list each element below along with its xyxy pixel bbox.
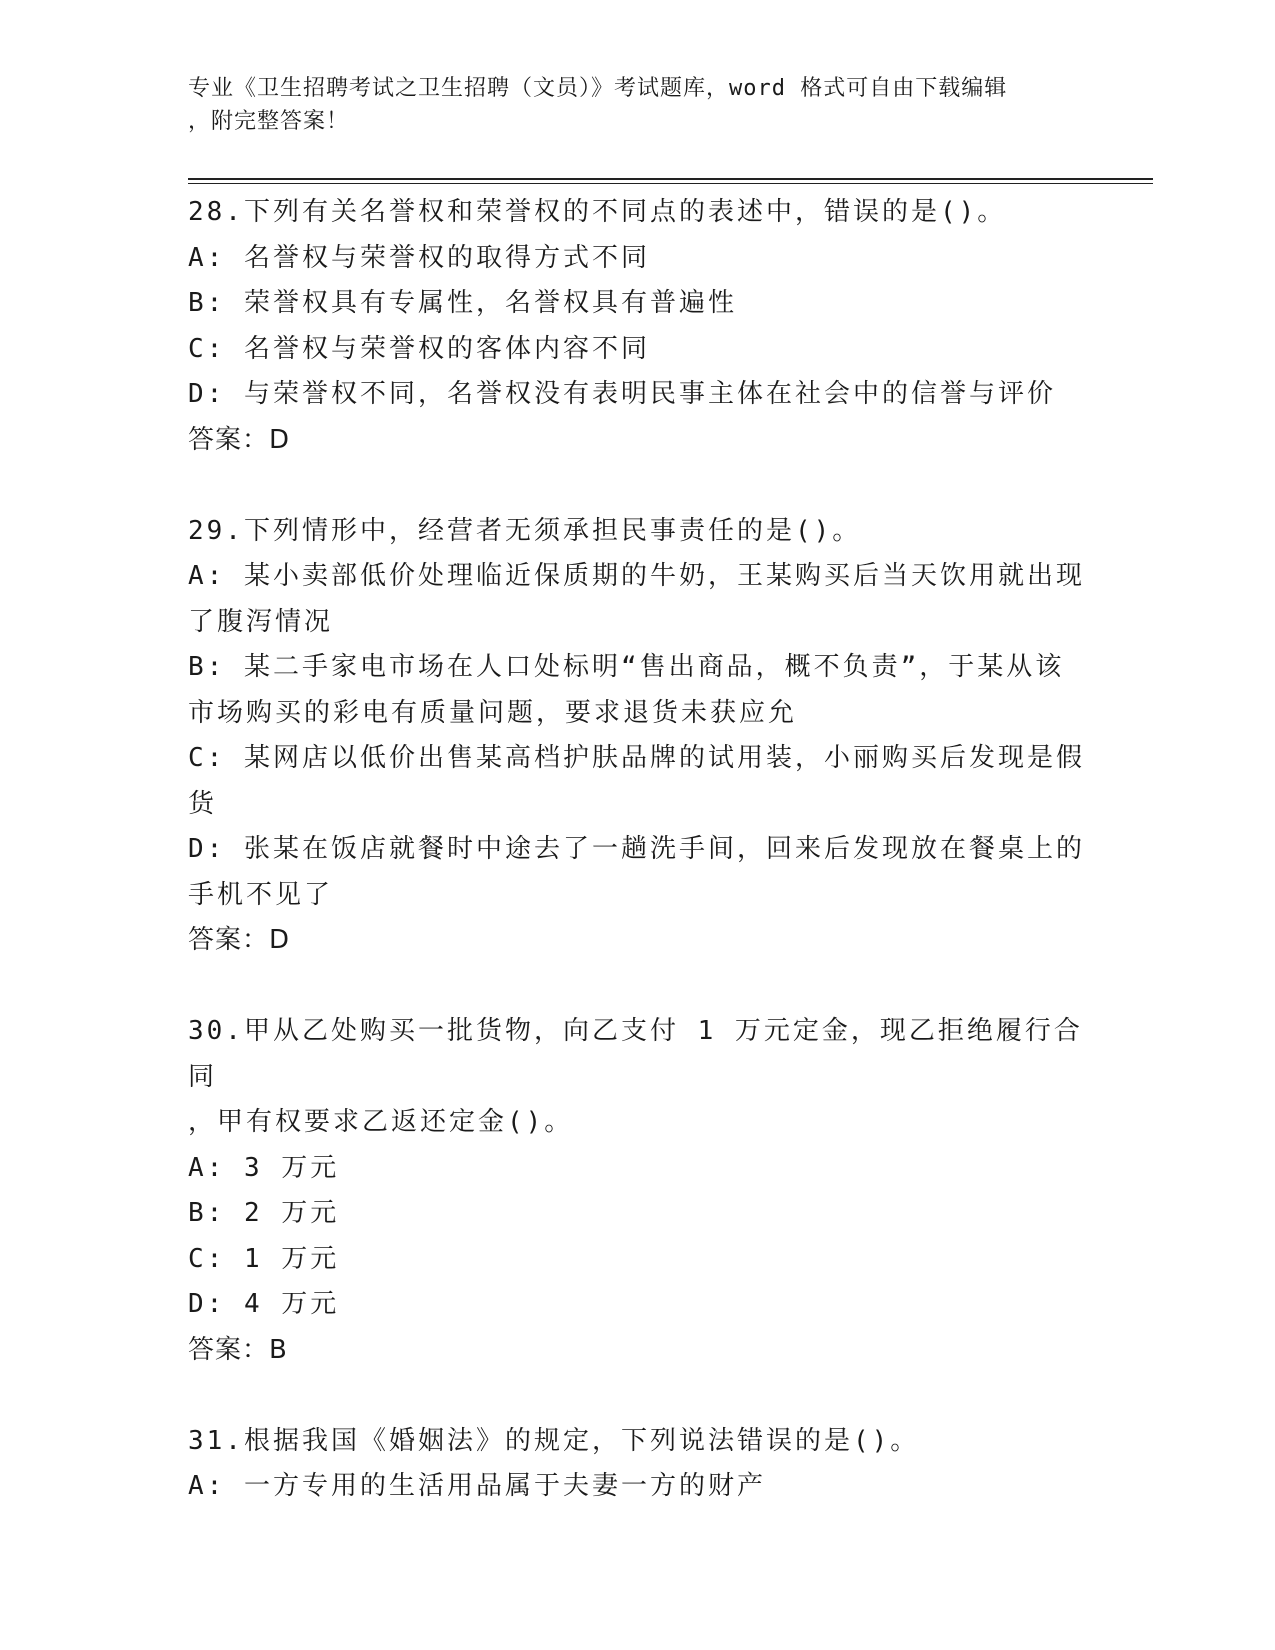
question-option <box>188 1282 1088 1328</box>
option-line: 了腹泻情况 <box>188 606 334 637</box>
option-line: D: 4 万元 <box>188 1289 340 1319</box>
option-line: C: 名誉权与荣誉权的客体内容不同 <box>188 333 650 364</box>
question-stem: ，甲有权要求乙返还定金()。 <box>188 1107 574 1137</box>
question-option <box>188 1237 1088 1283</box>
document-header <box>188 72 1088 138</box>
answer-line: 答案：D <box>188 424 291 455</box>
question-option <box>188 827 1088 918</box>
option-line: C: 1 万元 <box>188 1243 340 1274</box>
header-divider-thin <box>188 183 1153 184</box>
option-line: B: 荣誉权具有专属性，名誉权具有普遍性 <box>188 288 737 318</box>
question-option <box>188 236 1088 282</box>
answer-line: 答案：B <box>188 1334 288 1365</box>
option-line: A: 名誉权与荣誉权的取得方式不同 <box>188 242 650 273</box>
question-option <box>188 554 1088 645</box>
option-line: A: 3 万元 <box>188 1152 340 1183</box>
question-list <box>188 190 1088 1555</box>
question-stem: 28.下列有关名誉权和荣誉权的不同点的表述中，错误的是()。 <box>188 197 1007 227</box>
option-line: A: 一方专用的生活用品属于夫妻一方的财产 <box>188 1471 766 1501</box>
question-option <box>188 1464 1088 1510</box>
option-line: D: 与荣誉权不同，名誉权没有表明民事主体在社会中的信誉与评价 <box>188 379 1056 409</box>
option-line: 货 <box>188 788 218 819</box>
option-line: 市场购买的彩电有质量问题，要求退货未获应允 <box>188 697 798 728</box>
option-line: 手机不见了 <box>188 879 334 910</box>
question-block <box>188 190 1088 463</box>
question-option <box>188 281 1088 327</box>
option-line: C: 某网店以低价出售某高档护肤品牌的试用装，小丽购买后发现是假 <box>188 743 1085 773</box>
header-line: 专业《卫生招聘考试之卫生招聘（文员）》考试题库，word 格式可自由下载编辑 <box>188 76 1008 101</box>
header-divider-thick <box>188 178 1153 180</box>
question-option <box>188 645 1088 736</box>
option-line: D: 张某在饭店就餐时中途去了一趟洗手间，回来后发现放在餐桌上的 <box>188 834 1085 864</box>
answer-line: 答案：D <box>188 925 291 955</box>
option-line: A: 某小卖部低价处理临近保质期的牛奶，王某购买后当天饮用就出现 <box>188 561 1085 591</box>
option-line: B: 2 万元 <box>188 1198 340 1228</box>
option-line: B: 某二手家电市场在人口处标明“售出商品，概不负责”，于某从该 <box>188 652 1065 682</box>
question-option <box>188 372 1088 418</box>
question-option <box>188 1191 1088 1237</box>
question-stem: 31.根据我国《婚姻法》的规定，下列说法错误的是()。 <box>188 1425 920 1456</box>
header-line: ，附完整答案！ <box>188 109 350 134</box>
question-block <box>188 1009 1088 1373</box>
question-option <box>188 1146 1088 1192</box>
question-block <box>188 1419 1088 1510</box>
question-stem: 30.甲从乙处购买一批货物，向乙支付 1 万元定金，现乙拒绝履行合同 <box>188 1016 1083 1092</box>
question-stem: 29.下列情形中，经营者无须承担民事责任的是()。 <box>188 515 862 546</box>
question-option <box>188 327 1088 373</box>
question-option <box>188 736 1088 827</box>
question-block <box>188 509 1088 964</box>
